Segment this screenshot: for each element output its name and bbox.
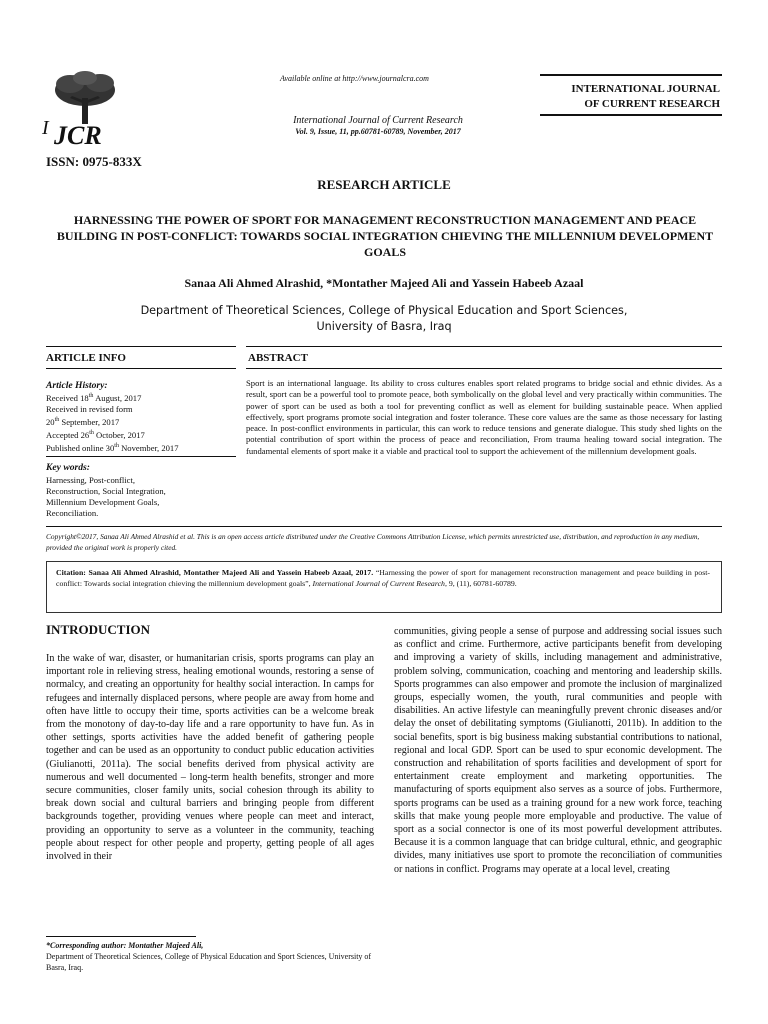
svg-text:JCR: JCR [54,121,102,150]
info-rule-mid [46,368,236,369]
footnote-text: Department of Theoretical Sciences, College of Physical Education and Sport Sciences, University of Basra, Iraq. [46,952,372,972]
info-rule-bottom [46,526,722,527]
affiliation-line1: Department of Theoretical Sciences, College of Physical Education and Sport Sciences, [140,304,628,317]
issn: ISSN: 0975-833X [46,154,142,169]
published-date: Published online 30th November, 2017 [46,442,179,453]
corner-title-line1: INTERNATIONAL JOURNAL [571,83,720,95]
introduction-left-column: In the wake of war, disaster, or humanitarian crisis, sports programs can play an important role in relieving stress, healing emotional wounds, restoring a sense of normalcy, and creating an opportunity for healthy social interaction. In camps for refugees and internally displaced persons, where people are away from home and often have little to occupy their time, sports activities can be a welcome break from the monotony of day-to-day life and a rare opportunity to have fun. As in other settings, sports activities have the added benefit of gathering people together and can be used as an opportunity to conduct public education activities (Giulianotti, 2011a). The social benefits derived from physical activity are numerous and well documented – long-term health benefits, stronger and more secure communities, closer family units, social cohesion through its ability to break down social and cultural barriers and bringing people from different backgrounds together, providing venues where people can meet and interact, providing an opportunity to serve as a volunteer in the community, teaching people about respect for other people and property, getting people of all ages involved in their [46,653,374,863]
header-rule-top [540,74,722,76]
affiliation-line2: University of Basra, Iraq [316,320,452,333]
header-rule-bottom [540,114,722,116]
corresponding-author-footnote [46,940,376,973]
abstract-heading: ABSTRACT [248,352,308,364]
abstract-text: Sport is an international language. Its ability to cross cultures enables sport related programs to bridge social and ethnic divides. As a result, sport can be a powerful tool to promote peace, both symbolically on the global level and very practically within communities. The power of sport can be used as both a tool for preventing conflict as well as element for building sustainable peace. When applied effectively, sport programs promote social integration and foster tolerance. These core values are the same as those necessary for lasting peace. In post-conflict environments in particular, this can work to reduce tensions and generate dialogue. This study shed lights on the potential contribution of sport within the process of peace and reconciliation, From trauma healing toward social integration. The fundamental elements of sport make it a viable and practical tool to support the achievement of the millennium development goals. [246,378,722,456]
keywords-block [46,462,236,519]
volume-info: Vol. 9, Issue, 11, pp.60781-60789, November, 2017 [295,127,461,136]
citation-text: Citation: Sanaa Ali Ahmed Alrashid, Montather Majeed Ali and Yassein Habeeb Azaal, 2017. “Harnessing the power of sport for management reconstruction management and peace building in post-conflict: Towards social integration chieving the millennium development goals”, International Journal of Current Research, 9, (11), 60781-60789. [56,568,710,588]
footnote-label: *Corresponding author: Montather Majeed Ali, [46,941,204,950]
citation-label: Citation: Sanaa Ali Ahmed Alrashid, Montather Majeed Ali and Yassein Habeeb Azaal, 2017. [56,568,374,577]
keyword-line: Millennium Development Goals, [46,497,160,507]
article-affiliation [0,303,768,335]
available-online-link[interactable]: Available online at http://www.journalcra.com [280,74,429,83]
journal-corner-title [540,82,720,112]
journal-name: International Journal of Current Research [293,115,463,126]
article-history [46,380,236,453]
article-info-heading: ARTICLE INFO [46,352,126,364]
revised-label: Received in revised form [46,403,133,414]
keyword-line: Reconciliation. [46,508,99,518]
introduction-right-column: communities, giving people a sense of purpose and addressing social issues such as conflict and crime. Furthermore, active participants benefit from developing and improving a variety of skills, including management and administrative, problem solving, communication, coaching and mentoring and leadership skills. Sports programmes can also empower and promote the inclusion of marginalized groups, especially women, the youth, rural communities and people with disabilities. An active lifestyle can meaningfully prevent chronic diseases and/or delay the onset of debilitating symptoms (Giulianotti, 2011b). In addition to the social benefits, sport is big business making substantial contributions to national, regional and local GDP. Sport can be used to spur economic development. The construction and rehabilitation of sports facilities and development of sport for entertainment create employment and marketing opportunities. The manufacturing of sports equipment also serves as a source of jobs. Furthermore, sports programs can be used as a training ground for a new work force, teaching skills that make young people more employable and productive. The value of sport as a social connector is one of its most powerful development attributes. Because it is a common language that can bridge cultural, ethnic, and geographic divides, many initiatives use sport to promote the reconciliation of communities or nations in conflict. Programs may operate at a local level, creating [394,626,722,875]
introduction-heading: INTRODUCTION [46,622,151,637]
article-authors: Sanaa Ali Ahmed Alrashid, *Montather Majeed Ali and Yassein Habeeb Azaal [184,276,584,290]
keywords-label: Key words: [46,462,90,473]
keyword-line: Harnessing, Post-conflict, [46,475,136,485]
info-rule-top [46,346,236,347]
revised-date: 20th September, 2017 [46,416,120,427]
abstract-rule-mid [246,368,722,369]
journal-logo-tree-icon [40,68,130,150]
corner-title-line2: OF CURRENT RESEARCH [584,98,720,110]
svg-text:I: I [42,117,49,139]
article-title: HARNESSING THE POWER OF SPORT FOR MANAGEMENT RECONSTRUCTION MANAGEMENT AND PEACE BUILDING IN POST-CONFLICT: TOWARDS SOCIAL INTEGRATION CHIEVING THE MILLENNIUM DEVELOPMENT GOALS [56,213,714,259]
abstract-rule-top [246,346,722,347]
keyword-line: Reconstruction, Social Integration, [46,486,166,496]
info-rule-keywords [46,456,236,457]
article-kind: RESEARCH ARTICLE [317,177,451,192]
footnote-rule [46,936,196,937]
copyright-notice: Copyright©2017, Sanaa Ali Ahmed Alrashid et al. This is an open access article distributed under the Creative Commons Attribution License, which permits unrestricted use, distribution, and reproduction in any medium, provided the original work is properly cited. [46,532,700,552]
accepted-date: Accepted 26th October, 2017 [46,429,145,440]
received-date: Received 18th August, 2017 [46,392,142,403]
article-history-label: Article History: [46,380,108,391]
